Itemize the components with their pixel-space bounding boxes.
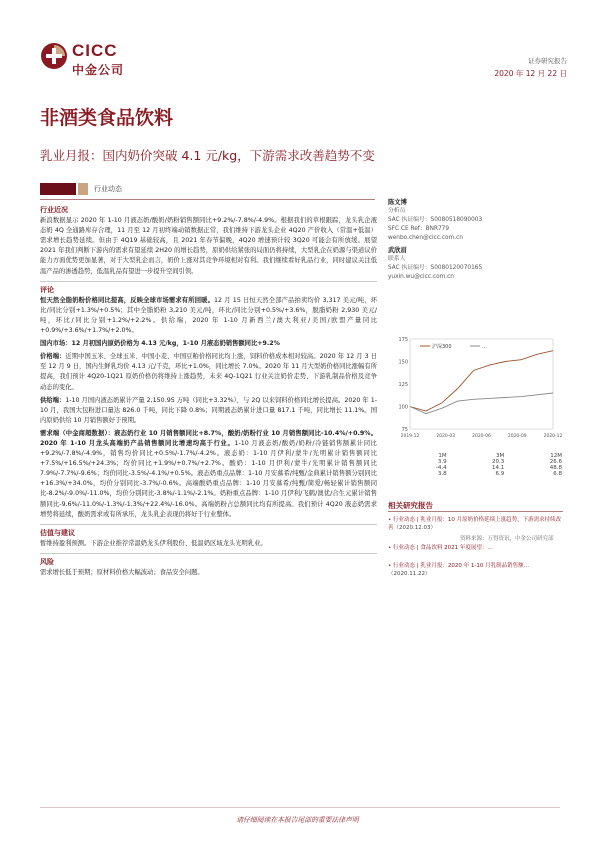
table-header: 1M — [438, 453, 447, 459]
y-tick-label: 150 — [398, 359, 408, 366]
y-tick-label: 100 — [398, 404, 408, 411]
related-date: （2020.12.03） — [393, 525, 437, 531]
x-tick-label: 2020-03 — [436, 434, 456, 439]
table-header: 3M — [496, 453, 505, 459]
y-tick-label: 125 — [398, 382, 408, 388]
legend-label: ... — [482, 344, 487, 350]
divider — [40, 199, 375, 200]
related-date: （2020.11.22） — [388, 571, 431, 577]
page-subtitle: 乳业月报：国内奶价突破 4.1 元/kg，下游需求改善趋势不变 — [40, 148, 375, 163]
table-cell: -4.4 — [435, 465, 447, 471]
paragraph: 需求增长低于预期；原材料价格大幅波动；食品安全问题。 — [40, 569, 204, 576]
related-title: • 行业动态 | 乳业月报：10 月原奶价格延续上涨趋势，下游需求持续改善 — [388, 517, 562, 531]
related-title: • 行业动态 | 乳业月报：2020 年 1-10 月乳制品销售额… — [388, 563, 530, 569]
analyst-sfc: SFC CE Ref：BNR779 — [388, 226, 450, 232]
plot-frame — [410, 339, 553, 429]
analyst-2 — [388, 246, 563, 282]
paragraph-text: 近期中国玉米、全球玉米、中国小麦、中国豆粕价格同比均上涨，饲料价格成本相对较高。2020 年 12 月 3 日至 12 月 9 日，国内生鲜乳均价 4.13 元/千克，环比+1.0%，同比增长 7.0%。2020 年 11 月大型奶价格同比涨幅有所提高，我们预计 4Q20-1Q21 原奶价格仍将维持上涨趋势，未来 4Q-1Q21 行业关注奶价走势，下游乳制品价格及竞争动态的变化。 — [40, 353, 377, 391]
y-tick-label: 75 — [401, 427, 408, 433]
section-heading: 评论 — [40, 285, 54, 294]
table-cell: 48.8 — [549, 465, 562, 471]
analyst-email-link[interactable]: yuxin.wu@cicc.com.cn — [388, 274, 454, 280]
analyst-sac: SAC 执证编号：S0080518090003 — [388, 217, 483, 223]
table-cell — [388, 471, 396, 477]
cicc-logo-icon — [40, 42, 68, 70]
table-cell: 14.1 — [492, 465, 505, 471]
legend-label: 沪深300 — [432, 344, 452, 350]
paragraph-text: 1-10 月液态奶/酸奶/奶粉/冷链销售额累计同比+9.2%/-7.8%/-4.9%，销售均价同比+0.5%/-1.7%/-4.2%。液态奶：1-10 月伊利/蒙牛/光明累计销售额同比+7.5%/+16.5%/+24.3%；均价同比+1.9%/+0.7%/+2.7%。酸奶：1-10 月伊利/蒙牛/光明累计销售额同比 7.9%/-7.7%/-9.6%；均价同比-3.5%/-4.1%/+0.5%。液态奶重点品牌：1-10 月安慕希/纯甄/金典累计销售额分别同比+16.3%/+34.0%，均价分别同比-3.7%/-0.6%。高端酸奶重点品牌：1-10 月安慕希/纯甄/简爱/畅轻累计销售额同比-8.2%/-9.0%/-11.0%，均价分别同比-3.8%/-1.1%/-2.1%。奶粉重点品牌：1-10 月伊利/飞鹤/澳优/合生元累计销售额同比-9.6%/-11.0%/-1.3%/-1.3%/+22.4%/-16.0%。高端奶粉占总额同比均有所提高。我们预计 4Q20 液态奶需求增势将延续，酸奶需求或有所承压，龙头乳企表现仍将好于行业整体。 — [40, 439, 377, 518]
x-tick-label: 2020-06 — [472, 434, 491, 439]
series-line-0 — [410, 351, 553, 411]
x-tick-label: 2019-12 — [400, 434, 420, 439]
x-tick-label: 2020-12 — [543, 434, 563, 439]
main-content — [40, 205, 377, 581]
analyst-email-link[interactable]: wenbo.chen@cicc.com.cn — [388, 235, 463, 241]
analyst-role: 分析员 — [388, 208, 406, 214]
logo-text-en: CICC — [72, 41, 118, 60]
related-heading: 相关研究报告 — [388, 501, 433, 510]
related-title: • 行业动态 | 食品饮料 2021 年度展望：… — [388, 545, 493, 551]
source-note: 资料来源：万得资讯，中金公司研究部 — [460, 536, 554, 542]
bold-lead: 供给端： — [40, 396, 66, 404]
paragraph-text: 1-10 月国内液态奶累计产量 2,150.95 万吨（同比+3.32%），与 2Q 以来饲料价格同比增长提高。2020 年 1-10 月，我国大包粉进口量达 826.0 千吨，同比下降 0.8%；同期液态奶累计进口量 817.1 千吨，同比增长 11.1%。国内原奶供给 10 月销售额好于预期。 — [40, 396, 378, 424]
performance-chart — [388, 327, 563, 447]
footer-divider — [40, 807, 560, 808]
table-cell: 26.6 — [549, 459, 562, 465]
table-header: 12M — [550, 453, 562, 459]
report-date: 2020 年 12 月 22 日 — [494, 69, 567, 78]
section-heading: 估值与建议 — [40, 528, 75, 537]
section-heading: 风险 — [40, 557, 54, 566]
related-report-link[interactable] — [388, 562, 563, 578]
tag-bar-light — [78, 183, 88, 195]
tag-bar-dark — [40, 183, 76, 195]
paragraph — [40, 352, 377, 392]
paragraph: 新浪数据显示 2020 年 1-10 月液态奶/酸奶/奶粉销售额同比+9.2%/-7.8%/-4.9%。根据我们的草根跟踪，龙头乳企液态奶 4Q 全通路库存合理，11 月至 12 月初终端动销数据正常，我们维持下游龙头企业 4Q20 产价收入（常温+低温）需求增长趋势延续。但由于 4Q19 基础较高，且 2021 年春节偏晚，4Q20 增速预计较 3Q20 可能会有所放缓。展望 2021 年我们判断下游内的需求有望延续 2H20 的增长趋势，原奶供给紧张的局面仍将持续，大型乳企在奶源与渠道议价能力方面优势更加显著，对于大型乳企而言，奶价上涨对其竞争环境相对有利。我们继续看好乳品行业，同时建议关注低温产品的渗透趋势，低温乳品有望进一步提升空间引领。 — [40, 217, 377, 275]
paragraph — [40, 429, 377, 520]
section-valuation — [40, 524, 377, 549]
series-line-1 — [410, 393, 553, 414]
table-cell: 20.3 — [492, 459, 505, 465]
table-cell: 3.9 — [437, 459, 447, 465]
analyst-1 — [388, 198, 563, 243]
analyst-sac: SAC 执证编号：S0080120070165 — [388, 265, 483, 271]
section-comment — [40, 281, 377, 520]
table-cell: 6.9 — [495, 471, 505, 477]
report-type: 证券研究报告 — [528, 57, 567, 65]
analyst-name: 武欣眉 — [388, 247, 407, 254]
y-tick-label: 175 — [398, 337, 408, 343]
logo-text-cn: 中金公司 — [72, 63, 125, 77]
subheading: 国内市场：12 月初国内原奶价格为 4.13 元/kg，1-10 月液态奶销售额同比+9.2% — [40, 340, 280, 348]
paragraph-text: 12 月 15 日恒天然全部产品拍卖均价 3,317 美元/吨，环比/同比分别+1.3%/+0.5%；其中全脂奶粉 3,210 美元/吨，环比/同比分别+0.5%/+3.6%，脱脂奶粉 2,930 美元/吨，环比/同比分别+1.2%/+2.2%。供给端，2020 年 1-10 月新西兰/澳大利亚/美国/欧盟产量同比+0.9%/+3.6%/+1.7%/+2.0%。 — [40, 296, 378, 335]
table-cell: 3.8 — [437, 471, 447, 477]
paragraph — [40, 396, 377, 426]
related-report-link[interactable] — [388, 516, 563, 532]
analyst-role: 联系人 — [388, 256, 406, 262]
bold-lead: 恒天然全脂奶粉价格同比提高，反映全球市场需求有所回暖。 — [40, 296, 215, 304]
analyst-panel — [388, 196, 563, 282]
bold-lead: 需求端（中金商超数据）：液态奶行业 10 月销售额同比+8.7%，酸奶/奶粉行业 10 月销售额同比-10.4%/+0.9%。2020 年 1-10 月龙头高端奶产品销售额同比增速均高于行业。 — [40, 429, 377, 447]
divider — [388, 511, 563, 512]
section-overview — [40, 205, 377, 277]
paragraph: 暂维持盈利预测。下游企业推荐常温奶龙头伊利股份、低温奶区域龙头光明乳业。 — [40, 539, 267, 547]
performance-table — [388, 453, 563, 477]
x-tick-label: 2020-09 — [507, 434, 527, 439]
page-title: 非酒类食品饮料 — [40, 107, 174, 129]
report-tag: 行业动态 — [94, 185, 122, 193]
paragraph — [40, 296, 377, 336]
analyst-name: 陈文博 — [388, 199, 407, 206]
table-cell: 6.8 — [553, 471, 562, 477]
footer-disclaimer: 请仔细阅读在本报告尾部的重要法律声明 — [236, 816, 359, 824]
section-heading: 行业近况 — [40, 206, 68, 214]
section-risk — [40, 553, 377, 578]
bold-lead: 价格端： — [40, 353, 66, 361]
table-row — [388, 471, 563, 477]
related-report-link[interactable] — [388, 544, 563, 552]
